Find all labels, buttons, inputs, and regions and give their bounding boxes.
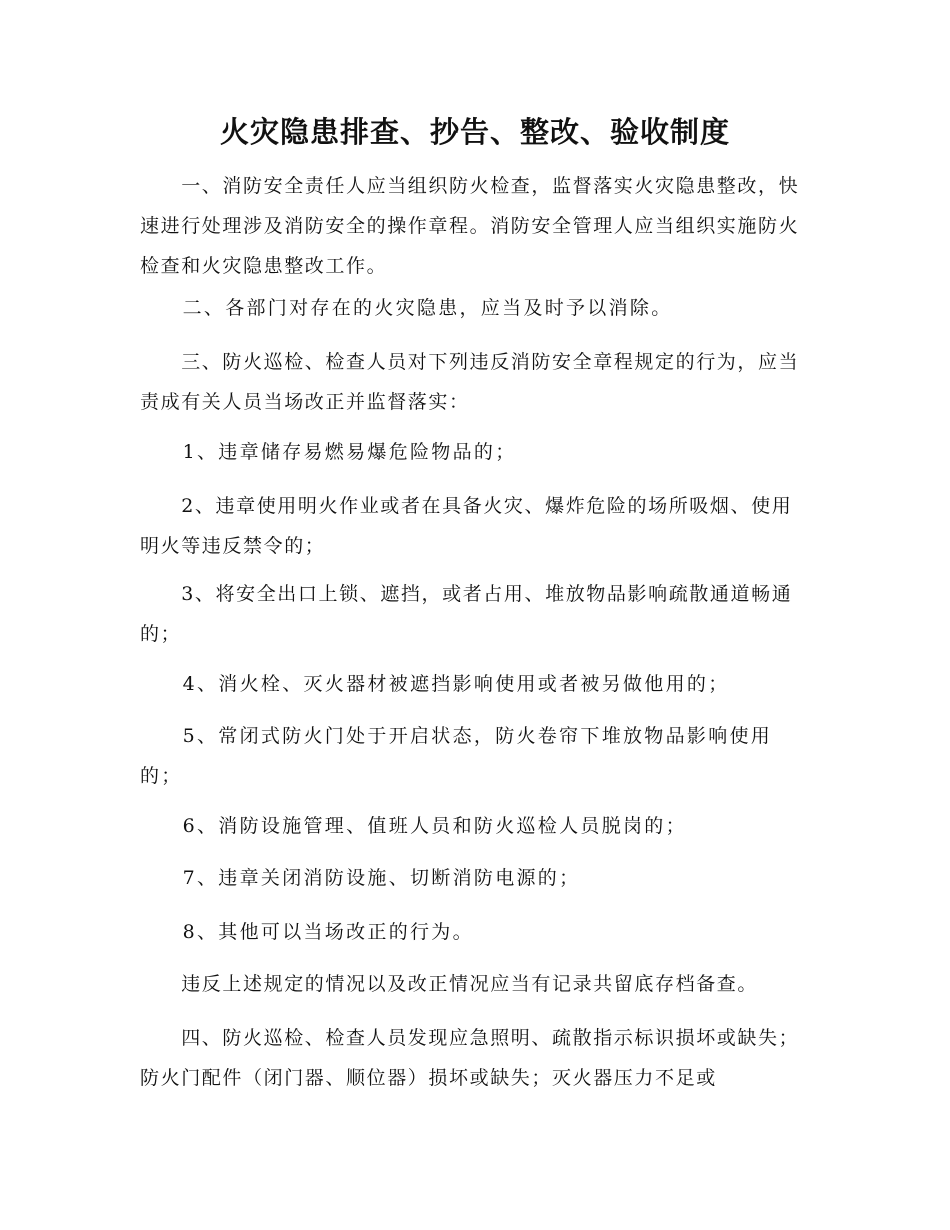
list-item-1: 1、违章储存易燃易爆危险物品的； [140,441,517,463]
paragraph-2: 二、各部门对存在的火灾隐患，应当及时予以消除。 [140,297,673,319]
list-item-5: 5、常闭式防火门处于开启状态，防火卷帘下堆放物品影响使用的； [140,725,773,787]
record-note: 违反上述规定的情况以及改正情况应当有记录共留底存档备查。 [140,973,759,995]
paragraph-1: 一、消防安全责任人应当组织防火检查，监督落实火灾隐患整改，快速进行处理涉及消防安全的操作章程。消防安全管理人应当组织实施防火检查和火灾隐患整改工作。 [140,175,800,277]
paragraph-3: 三、防火巡检、检查人员对下列违反消防安全章程规定的行为，应当责成有关人员当场改正并监督落实： [140,351,800,413]
list-item-8: 8、其他可以当场改正的行为。 [140,921,474,943]
list-item-6: 6、消防设施管理、值班人员和防火巡检人员脱岗的； [140,815,687,837]
list-item-2: 2、违章使用明火作业或者在具备火灾、爆炸危险的场所吸烟、使用明火等违反禁令的； [140,495,793,557]
document-title: 火灾隐患排查、抄告、整改、验收制度 [219,115,730,149]
list-item-3: 3、将安全出口上锁、遮挡，或者占用、堆放物品影响疏散通道畅通的； [140,583,793,645]
paragraph-4: 四、防火巡检、检查人员发现应急照明、疏散指示标识损坏或缺失；防火门配件（闭门器、顺位器）损坏或缺失；灭火器压力不足或 [140,1027,800,1089]
list-item-7: 7、违章关闭消防设施、切断消防电源的； [140,867,581,889]
list-item-4: 4、消火栓、灭火器材被遮挡影响使用或者被另做他用的； [140,673,730,695]
